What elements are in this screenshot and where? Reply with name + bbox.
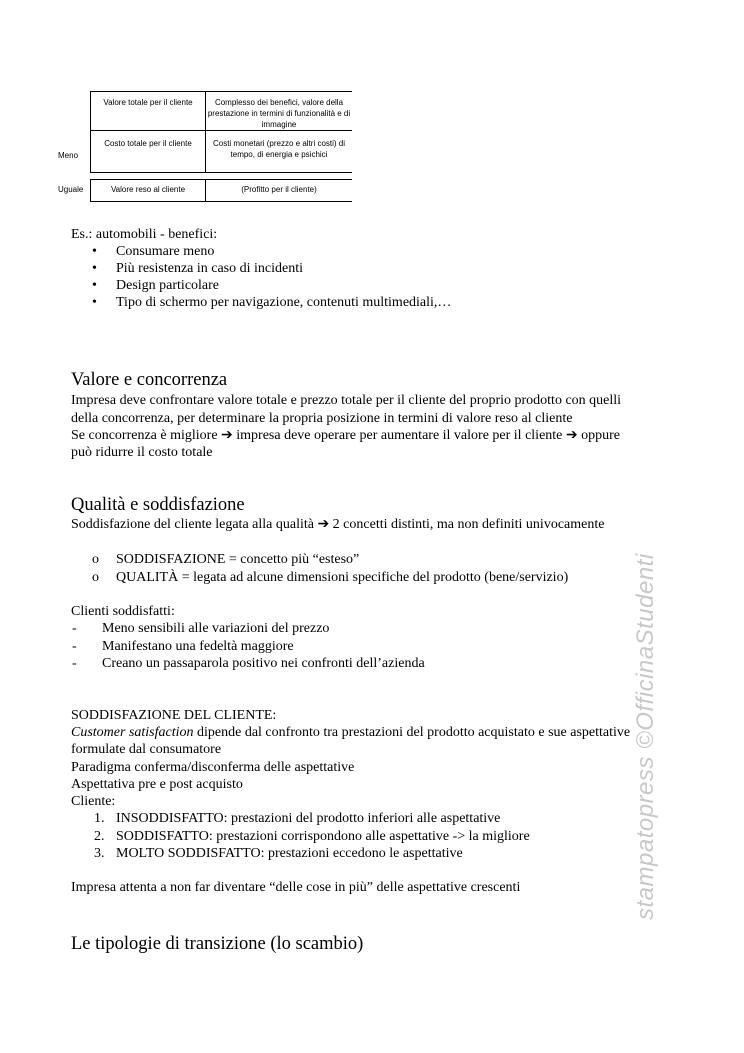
table-cell: (Profitto per il cliente) <box>241 185 317 194</box>
list-item: SODDISFATTO: prestazioni corrispondono alle aspettative -> la migliore <box>116 829 530 844</box>
paragraph-line: può ridurre il costo totale <box>71 445 213 460</box>
bullet-icon: • <box>92 295 97 310</box>
cs-term: Customer satisfaction <box>71 725 194 740</box>
table-cell: Valore reso al cliente <box>110 185 186 194</box>
list-item: INSODDISFATTO: prestazioni del prodotto inferiori alle aspettative <box>116 811 501 826</box>
table-cell: Complesso dei benefici, valore della prestazione in termini di funzionalità e di immagine <box>207 98 351 129</box>
paragraph-line: Se concorrenza è migliore ➔ impresa deve operare per aumentare il valore per il cliente ➔ oppure <box>71 428 620 443</box>
bullet-icon: • <box>92 261 97 276</box>
paragraph-line: Aspettativa pre e post acquisto <box>71 777 243 792</box>
list-item: Tipo di schermo per navigazione, contenuti multimediali,… <box>116 295 452 310</box>
list-item: Creano un passaparola positivo nei confronti dell’azienda <box>102 656 425 671</box>
dash-icon: - <box>72 621 77 636</box>
list-number: 1. <box>94 811 105 826</box>
paragraph-line: Impresa deve confrontare valore totale e prezzo totale per il cliente del proprio prodotto con quelli <box>71 393 622 408</box>
table-label-uguale: Uguale <box>58 185 84 194</box>
paragraph-line: della concorrenza, per determinare la propria posizione in termini di valore reso al cliente <box>71 411 573 426</box>
list-item: Consumare meno <box>116 244 215 259</box>
table-line <box>90 179 91 202</box>
table-cell: Valore totale per il cliente <box>103 98 193 107</box>
dash-icon: - <box>72 656 77 671</box>
watermark: stampatopress ©OfficinaStudenti <box>632 553 659 920</box>
list-number: 2. <box>94 829 105 844</box>
section-heading: Qualità e soddisfazione <box>71 495 245 515</box>
table-line <box>90 91 352 92</box>
list-item: Meno sensibili alle variazioni del prezzo <box>102 621 330 636</box>
list-number: 3. <box>94 846 105 861</box>
section-heading: Valore e concorrenza <box>71 370 228 390</box>
circle-bullet-icon: o <box>92 552 99 567</box>
dash-icon: - <box>72 639 77 654</box>
table-cell: Costi monetari (prezzo e altri costi) di tempo, di energia e psichici <box>212 139 346 159</box>
paragraph-line: Impresa attenta a non far diventare “delle cose in più” delle aspettative crescenti <box>71 880 521 895</box>
cs-rest: dipende dal confronto tra prestazioni del prodotto acquistato e sue aspettative <box>193 725 631 740</box>
example-intro: Es.: automobili - benefici: <box>71 227 218 242</box>
list-item: Manifestano una fedeltà maggiore <box>102 639 294 654</box>
circle-bullet-icon: o <box>92 570 99 585</box>
table-line <box>90 91 91 173</box>
section-heading: Le tipologie di transizione (lo scambio) <box>71 934 364 954</box>
list-item: Design particolare <box>116 278 220 293</box>
table-cell: Costo totale per il cliente <box>104 139 192 148</box>
paragraph-line: Soddisfazione del cliente legata alla qualità ➔ 2 concetti distinti, ma non definiti univocamente <box>71 517 605 532</box>
table-line <box>90 172 352 173</box>
list-item: MOLTO SODDISFATTO: prestazioni eccedono le aspettative <box>116 846 463 861</box>
table-line <box>90 201 352 202</box>
table-line <box>90 130 352 131</box>
list-item: QUALITÀ = legata ad alcune dimensioni specifiche del prodotto (bene/servizio) <box>116 570 569 585</box>
list-item: SODDISFAZIONE = concetto più “esteso” <box>116 552 360 567</box>
table-label-meno: Meno <box>58 151 79 160</box>
paragraph-line: Paradigma conferma/disconferma delle aspettative <box>71 760 355 775</box>
section-subheading: SODDISFAZIONE DEL CLIENTE: <box>71 708 277 723</box>
paragraph-line: Cliente: <box>71 794 116 809</box>
list-item: Più resistenza in caso di incidenti <box>116 261 304 276</box>
bullet-icon: • <box>92 278 97 293</box>
paragraph-line: formulate dal consumatore <box>71 742 222 757</box>
paragraph-line <box>71 724 630 742</box>
bullet-icon: • <box>92 244 97 259</box>
clients-label: Clienti soddisfatti: <box>71 604 175 619</box>
table-line <box>90 179 352 180</box>
